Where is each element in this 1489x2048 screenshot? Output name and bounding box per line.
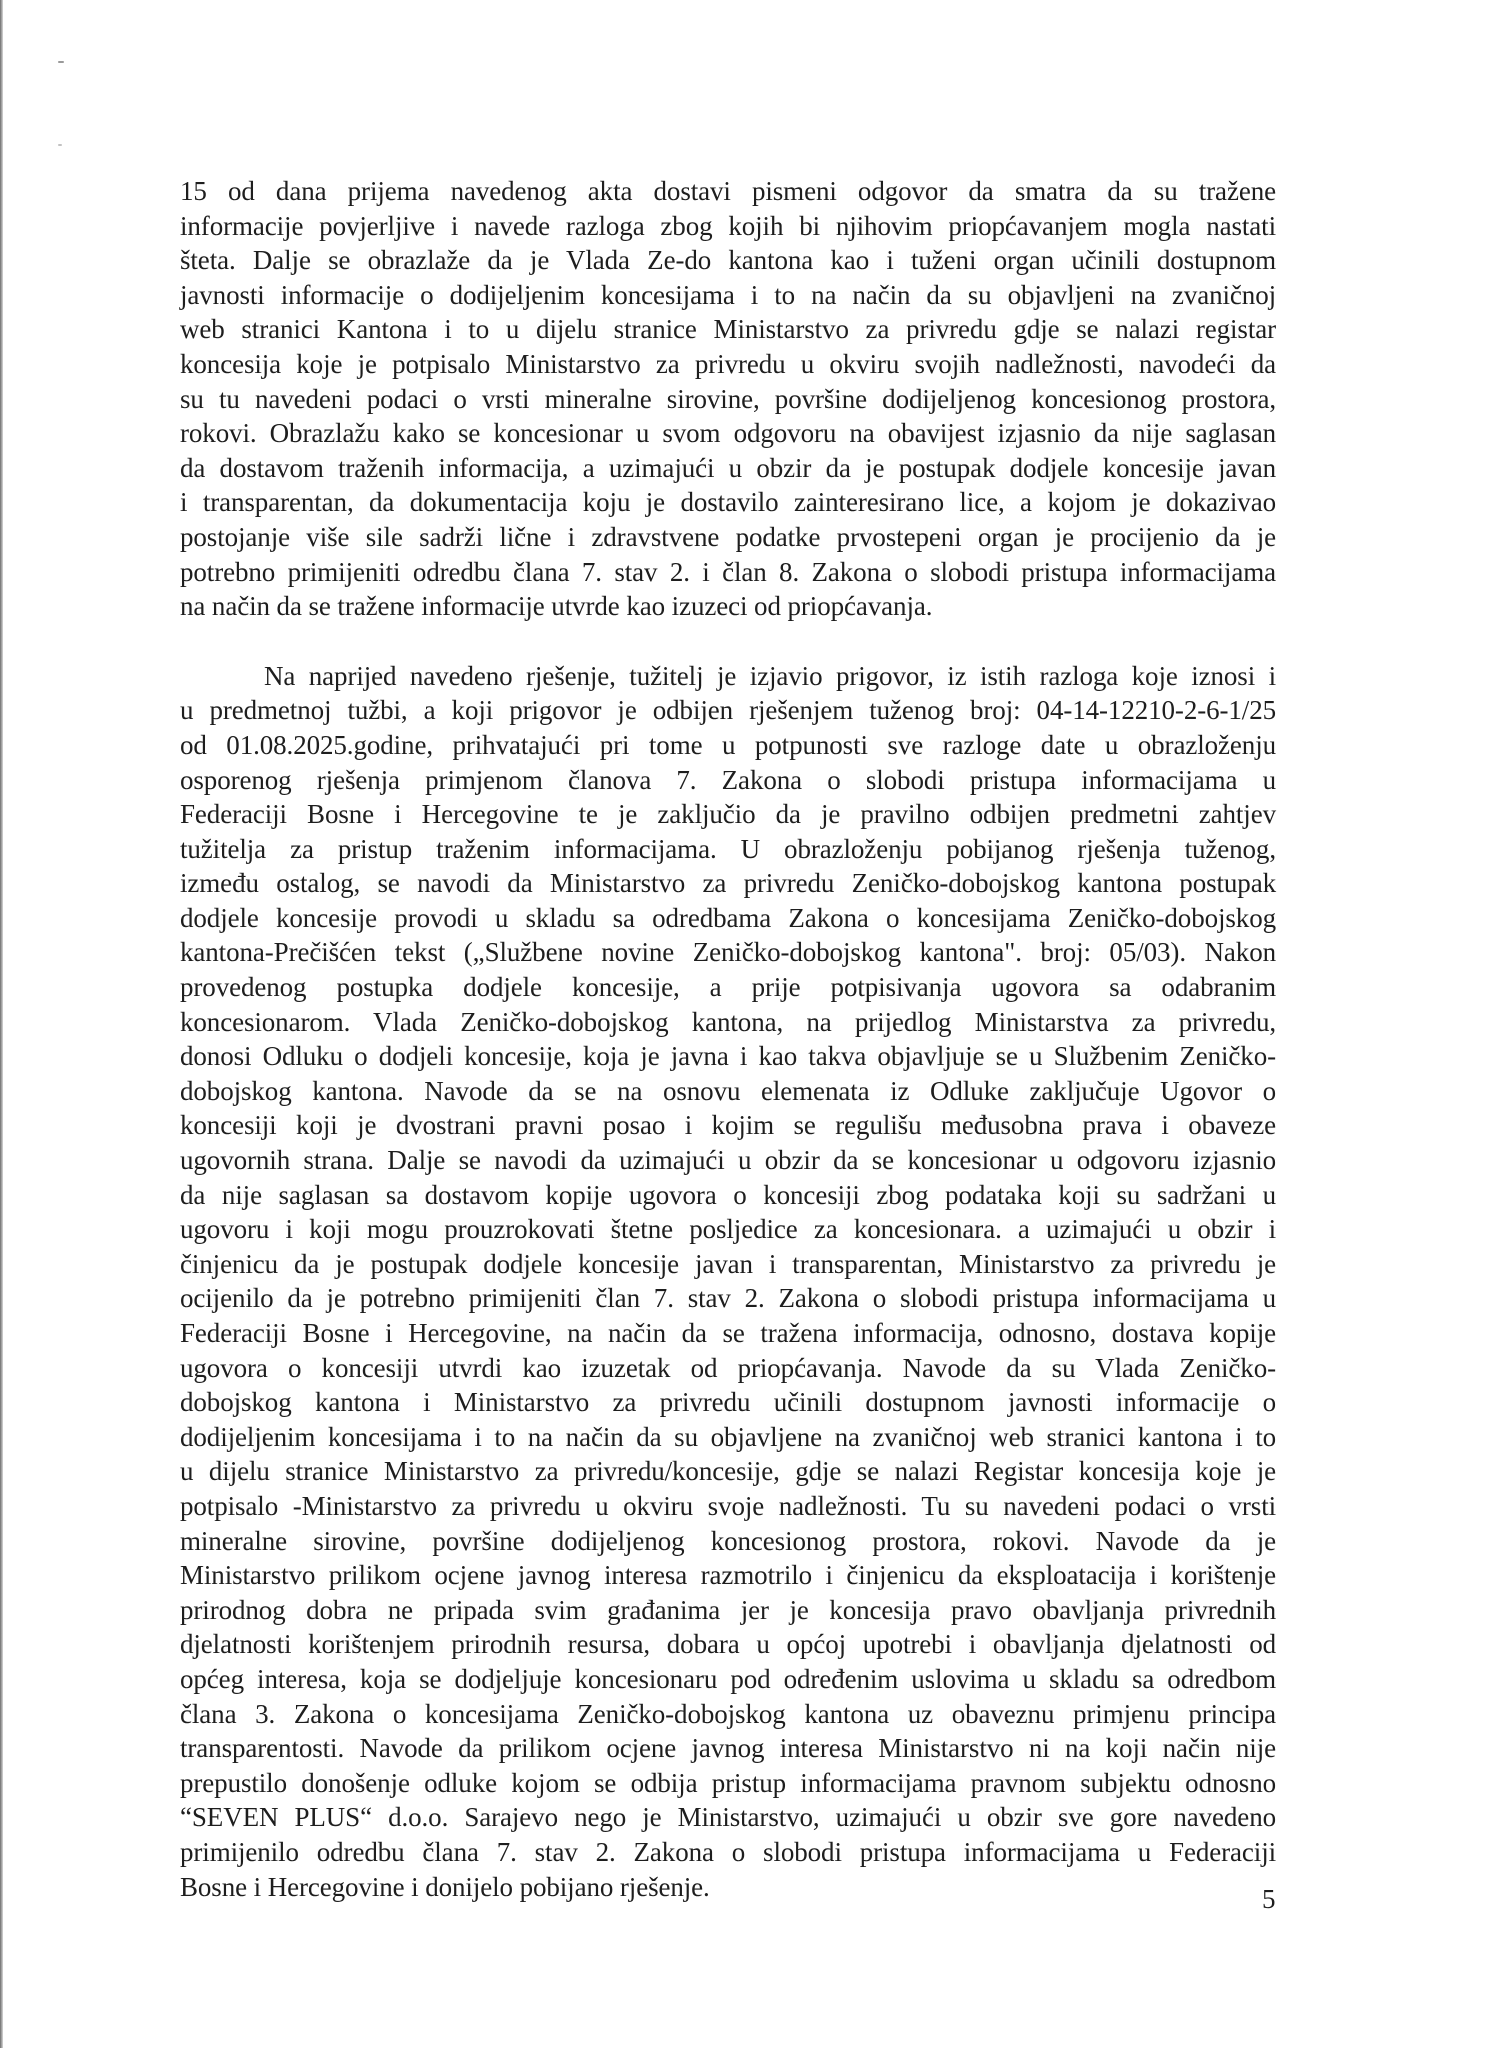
text-line: potpisalo -Ministarstvo za privredu u okviru svoje nadležnosti. Tu su navedeni podaci o vrsti <box>180 1490 1276 1521</box>
text-line: Federaciji Bosne i Hercegovine te je zaključio da je pravilno odbijen predmetni zahtjev <box>180 799 1276 830</box>
text-line: prirodnog dobra ne pripada svim građanima jer je koncesija pravo obavljanja privrednih <box>180 1594 1276 1625</box>
text-line: koncesionarom. Vlada Zeničko-dobojskog kantona, na prijedlog Ministarstva za privredu, <box>180 1006 1276 1037</box>
text-line: koncesija koje je potpisalo Ministarstvo za privredu u okviru svojih nadležnosti, navodeći da <box>180 348 1276 379</box>
text-line: ugovora o koncesiji utvrdi kao izuzetak od priopćavanja. Navode da su Vlada Zeničko- <box>180 1352 1276 1383</box>
text-line: donosi Odluku o dodjeli koncesije, koja je javna i kao takva objavljuje se u Službenim Zeničko- <box>180 1041 1276 1072</box>
text-line: koncesiji koji je dvostrani pravni posao i kojim se regulišu međusobna prava i obaveze <box>180 1110 1276 1141</box>
text-line: ugovoru i koji mogu prouzrokovati štetne posljedice za koncesionara. a uzimajući u obzir i <box>180 1214 1276 1245</box>
text-line: šteta. Dalje se obrazlaže da je Vlada Ze-do kantona kao i tuženi organ učinili dostupnom <box>180 245 1276 276</box>
text-line: web stranici Kantona i to u dijelu stranice Ministarstvo za privredu gdje se nalazi registar <box>180 314 1276 345</box>
scan-page-edge <box>0 0 3 2048</box>
text-line: primijenilo odredbu člana 7. stav 2. Zakona o slobodi pristupa informacijama u Federaciji <box>180 1836 1276 1867</box>
text-line: u predmetnoj tužbi, a koji prigovor je odbijen rješenjem tuženog broj: 04-14-12210-2-6-1/25 <box>180 695 1276 726</box>
text-line: i transparentan, da dokumentacija koju je dostavilo zainteresirano lice, a kojom je dokazivao <box>180 487 1276 518</box>
text-line: da nije saglasan sa dostavom kopije ugovora o koncesiji zbog podataka koji su sadržani u <box>180 1179 1276 1210</box>
text-line: osporenog rješenja primjenom članova 7. Zakona o slobodi pristupa informacijama u <box>180 764 1276 795</box>
text-line: mineralne sirovine, površine dodijeljenog koncesionog prostora, rokovi. Navode da je <box>180 1525 1276 1556</box>
scan-artifact <box>58 61 64 63</box>
text-line: ugovornih strana. Dalje se navodi da uzimajući u obzir da se koncesionar u odgovoru izjasnio <box>180 1145 1276 1176</box>
text-line: od 01.08.2025.godine, prihvatajući pri tome u potpunosti sve razloge date u obrazloženju <box>180 729 1276 760</box>
text-line: Bosne i Hercegovine i donijelo pobijano rješenje. <box>180 1871 710 1902</box>
paragraph-1 <box>180 174 1276 624</box>
text-line: dodijeljenim koncesijama i to na način da su objavljene na zvaničnoj web stranici kantona i to <box>180 1421 1276 1452</box>
text-line: 15 od dana prijema navedenog akta dostavi pismeni odgovor da smatra da su tražene <box>180 176 1276 206</box>
text-line: su tu navedeni podaci o vrsti mineralne sirovine, površine dodijeljenog koncesionog prostora, <box>180 383 1276 414</box>
text-line: djelatnosti korištenjem prirodnih resursa, dobara u općoj upotrebi i obavljanja djelatnosti od <box>180 1629 1276 1660</box>
text-line: da dostavom traženih informacija, a uzimajući u obzir da je postupak dodjele koncesije javan <box>180 452 1276 483</box>
text-line: informacije povjerljive i navede razloga zbog kojih bi njihovim priopćavanjem mogla nastati <box>180 210 1276 241</box>
text-line: Na naprijed navedeno rješenje, tužitelj je izjavio prigovor, iz istih razloga koje iznosi i <box>264 660 1276 691</box>
text-line: dobojskog kantona. Navode da se na osnovu elemenata iz Odluke zaključuje Ugovor o <box>180 1075 1276 1106</box>
text-line: rokovi. Obrazlažu kako se koncesionar u svom odgovoru na obavijest izjasnio da nije saglasan <box>180 418 1276 449</box>
text-line: činjenicu da je postupak dodjele koncesije javan i transparentan, Ministarstvo za privredu je <box>180 1248 1276 1279</box>
document-body <box>180 174 1276 1904</box>
text-line: člana 3. Zakona o koncesijama Zeničko-dobojskog kantona uz obaveznu primjenu principa <box>180 1698 1276 1729</box>
text-line: na način da se tražene informacije utvrde kao izuzeci od priopćavanja. <box>180 591 933 622</box>
text-line: potrebno primijeniti odredbu člana 7. stav 2. i član 8. Zakona o slobodi pristupa informacijama <box>180 556 1276 587</box>
scan-artifact <box>58 144 62 146</box>
text-line: Federaciji Bosne i Hercegovine, na način da se tražena informacija, odnosno, dostava kopije <box>180 1318 1276 1348</box>
text-line: provedenog postupka dodjele koncesije, a prije potpisivanja ugovora sa odabranim <box>180 972 1276 1003</box>
text-line: u dijelu stranice Ministarstvo za privredu/koncesije, gdje se nalazi Registar koncesija koje je <box>180 1456 1276 1487</box>
text-line: postojanje više sile sadrži lične i zdravstvene podatke prvostepeni organ je procijenio da je <box>180 521 1276 552</box>
text-line: ocijenilo da je potrebno primijeniti član 7. stav 2. Zakona o slobodi pristupa informacijama u <box>180 1283 1276 1314</box>
text-line: općeg interesa, koja se dodjeljuje koncesionaru pod određenim uslovima u skladu sa odredbom <box>180 1663 1276 1694</box>
text-line: tužitelja za pristup traženim informacijama. U obrazloženju pobijanog rješenja tuženog, <box>180 833 1276 864</box>
text-line: transparentosti. Navode da prilikom ocjene javnog interesa Ministarstvo ni na koji način nije <box>180 1733 1276 1764</box>
text-line: Ministarstvo prilikom ocjene javnog interesa razmotrilo i činjenicu da eksploatacija i korištenje <box>180 1560 1276 1591</box>
text-line: “SEVEN PLUS“ d.o.o. Sarajevo nego je Ministarstvo, uzimajući u obzir sve gore navedeno <box>180 1802 1276 1833</box>
text-line: javnosti informacije o dodijeljenim koncesijama i to na način da su objavljeni na zvaničnoj <box>180 279 1276 310</box>
text-line: prepustilo donošenje odluke kojom se odbija pristup informacijama pravnom subjektu odnosno <box>180 1767 1276 1798</box>
paragraph-2 <box>180 659 1276 1904</box>
text-line: dodjele koncesije provodi u skladu sa odredbama Zakona o koncesijama Zeničko-dobojskog <box>180 902 1276 933</box>
text-line: kantona-Prečišćen tekst („Službene novine Zeničko-dobojskog kantona". broj: 05/03). Nakon <box>180 937 1276 968</box>
text-line: dobojskog kantona i Ministarstvo za privredu učinili dostupnom javnosti informacije o <box>180 1387 1276 1418</box>
text-line: između ostalog, se navodi da Ministarstvo za privredu Zeničko-dobojskog kantona postupak <box>180 868 1276 899</box>
page-number: 5 <box>1262 1884 1276 1914</box>
